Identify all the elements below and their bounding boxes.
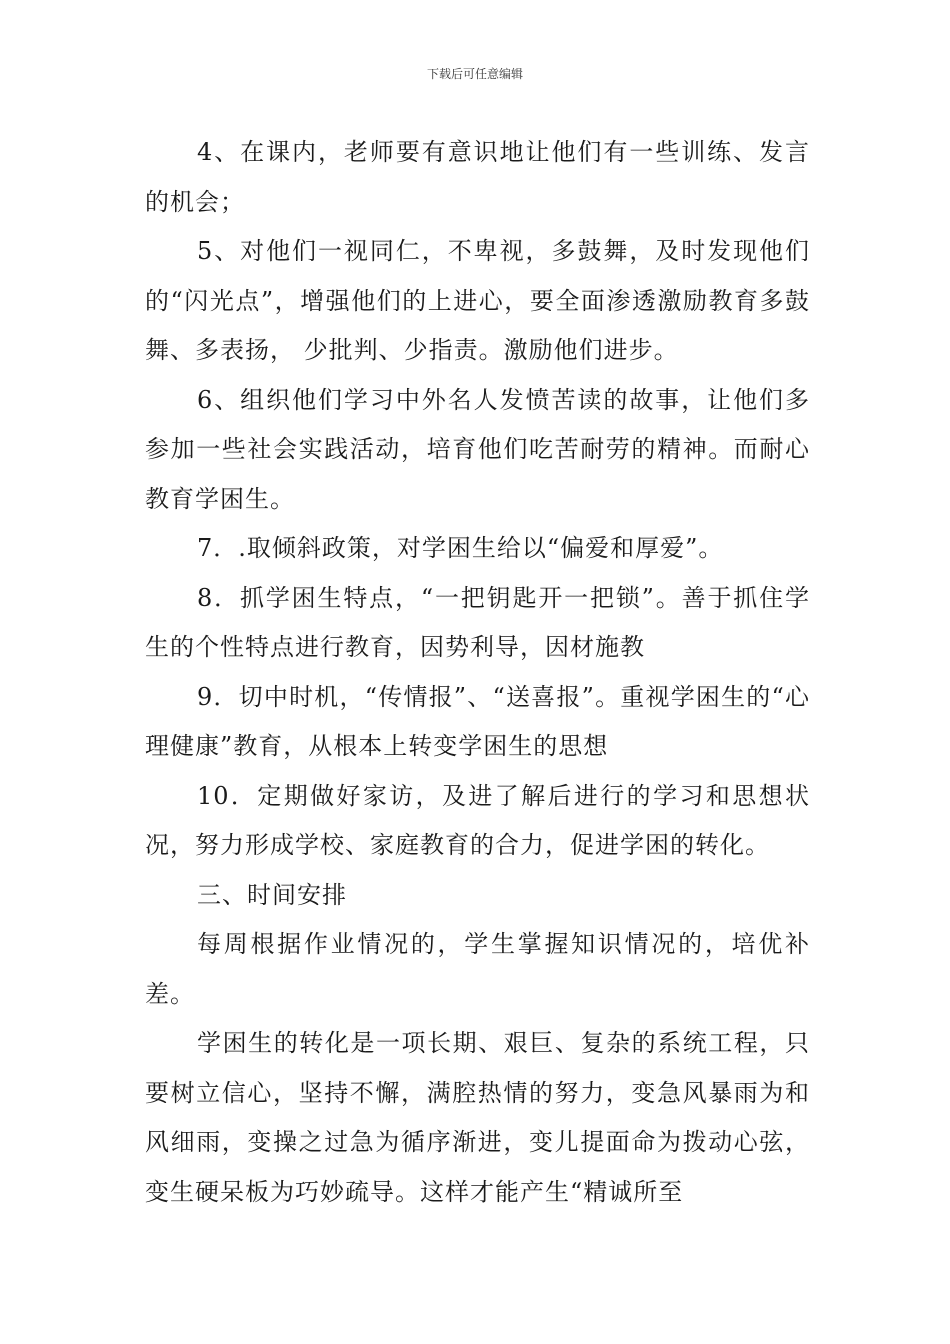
document-body bbox=[145, 128, 810, 1217]
paragraph-item-8: 8．抓学困生特点，“一把钥匙开一把锁”。善于抓住学生的个性特点进行教育，因势利导，因材施教 bbox=[145, 583, 810, 661]
paragraph-item-7: 7．.取倾斜政策，对学困生给以“偏爱和厚爱”。 bbox=[197, 534, 724, 562]
paragraph-item-10: 10．定期做好家访，及进了解后进行的学习和思想状况，努力形成学校、家庭教育的合力，促进学困的转化。 bbox=[145, 781, 810, 859]
paragraph-item-5: 5、对他们一视同仁，不卑视，多鼓舞，及时发现他们的“闪光点”，增强他们的上进心，要全面渗透激励教育多鼓舞、多表扬， 少批判、少指责。激励他们进步。 bbox=[145, 237, 810, 364]
section-heading: 三、时间安排 bbox=[197, 880, 347, 909]
page-header: 下载后可任意编辑 bbox=[426, 67, 523, 81]
paragraph-schedule: 每周根据作业情况的，学生掌握知识情况的，培优补差。 bbox=[145, 930, 810, 1008]
paragraph-conclusion: 学困生的转化是一项长期、艰巨、复杂的系统工程，只要树立信心，坚持不懈，满腔热情的努力，变急风暴雨为和风细雨，变操之过急为循序渐进，变儿提面命为拨动心弦，变生硬呆板为巧妙疏导。这样才能产生“精诚所至 bbox=[145, 1029, 810, 1206]
paragraph-item-9: 9．切中时机，“传情报”、“送喜报”。重视学困生的“心理健康”教育，从根本上转变学困生的思想 bbox=[145, 682, 810, 760]
paragraph-item-6: 6、组织他们学习中外名人发愤苦读的故事，让他们多参加一些社会实践活动，培育他们吃苦耐劳的精神。而耐心教育学困生。 bbox=[145, 385, 810, 513]
paragraph-item-4: 4、在课内，老师要有意识地让他们有一些训练、发言的机会； bbox=[145, 138, 810, 216]
